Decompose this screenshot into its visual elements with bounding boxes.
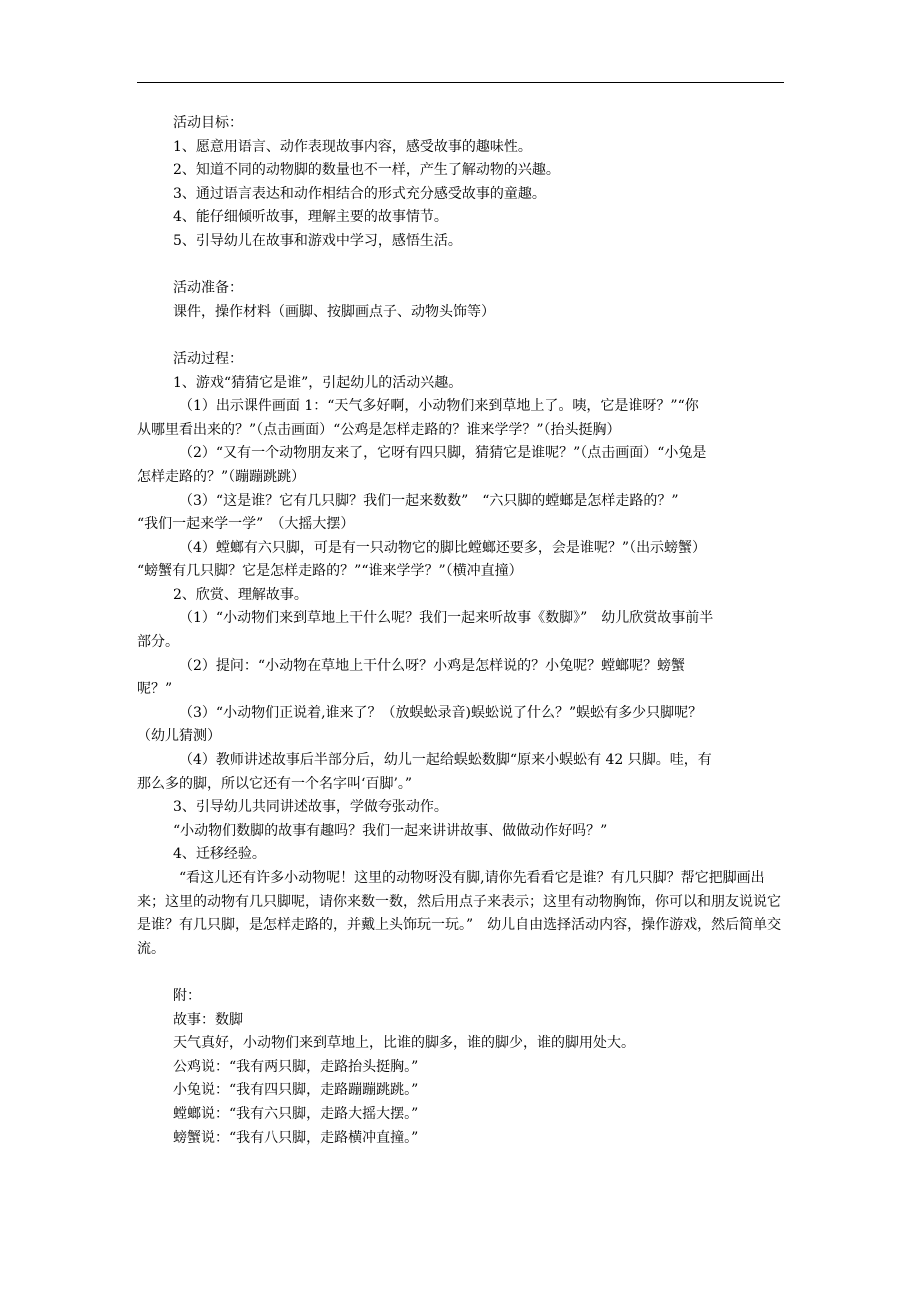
- goal-item-3: 3、通过语言表达和动作相结合的形式充分感受故事的童趣。: [173, 185, 546, 202]
- step1-para2-line1: （2）“又有一个动物朋友来了，它呀有四只脚，猜猜它是谁呢？”（点击画面）“小兔是: [179, 445, 707, 462]
- step4-text: “看这儿还有许多小动物呢！这里的动物呀没有脚,请你先看看它是谁？有几只脚？帮它把脚画出来；这里的动物有几只脚呢，请你来数一数，然后用点子来表示；这里有动物胸饰，你可以和朋友说说它是谁？有几只脚，是怎样走路的，并戴上头饰玩一玩。” 幼儿自由选择活动内容，操作游戏，然后简单交流。: [137, 870, 782, 957]
- step4-heading: 4、迁移经验。: [173, 846, 266, 863]
- step3-text: “小动物们数脚的故事有趣吗？我们一起来讲讲故事、做做动作好吗？”: [173, 822, 608, 839]
- step1-para1-line2: 从哪里看出来的？”（点击画面）“公鸡是怎样走路的？谁来学学？”（抬头挺胸）: [137, 421, 621, 438]
- story-line-1: 公鸡说：“我有两只脚，走路抬头挺胸。”: [173, 1058, 419, 1075]
- step2-para3-line1: （3）“小动物们正说着,谁来了？（放蜈蚣录音)蜈蚣说了什么？”蜈蚣有多少只脚呢？: [179, 704, 703, 721]
- step1-heading: 1、游戏“猜猜它是谁”，引起幼儿的活动兴趣。: [173, 374, 463, 391]
- step2-para3-line2: （幼儿猜测）: [137, 728, 221, 745]
- goal-item-4: 4、能仔细倾听故事，理解主要的故事情节。: [173, 209, 448, 226]
- prep-title: 活动准备：: [173, 280, 243, 297]
- step1-para3-line2: “我们一起来学一学” （大摇大摆）: [137, 516, 355, 533]
- step1-para3-line1: （3）“这是谁？它有几只脚？我们一起来数数” “六只脚的螳螂是怎样走路的？”: [179, 492, 679, 509]
- step2-para4-line2: 那么多的脚，所以它还有一个名字叫‘百脚’。”: [137, 775, 413, 792]
- step1-para4-line1: （4）螳螂有六只脚，可是有一只动物它的脚比螳螂还要多，会是谁呢？”（出示螃蟹）: [179, 539, 707, 556]
- step2-para2-line2: 呢？”: [137, 681, 173, 698]
- step2-para4-line1: （4）教师讲述故事后半部分后，幼儿一起给蜈蚣数脚“原来小蜈蚣有 42 只脚。哇，有: [179, 752, 712, 769]
- step3-heading: 3、引导幼儿共同讲述故事，学做夸张动作。: [173, 799, 448, 816]
- step2-heading: 2、欣赏、理解故事。: [173, 586, 308, 603]
- spacer: [137, 254, 787, 278]
- goal-item-1: 1、愿意用语言、动作表现故事内容，感受故事的趣味性。: [173, 138, 532, 155]
- spacer: [137, 324, 787, 348]
- step2-para2-line1: （2）提问：“小动物在草地上干什么呀？小鸡是怎样说的？小兔呢？螳螂呢？螃蟹: [179, 657, 686, 674]
- header-rule: [137, 82, 784, 83]
- process-title: 活动过程：: [173, 350, 243, 367]
- story-line-3: 螳螂说：“我有六只脚，走路大摇大摆。”: [173, 1105, 419, 1122]
- step1-para1-line1: （1）出示课件画面 1：“天气多好啊，小动物们来到草地上了。咦，它是谁呀？”“你: [179, 398, 699, 415]
- story-line-2: 小兔说：“我有四只脚，走路蹦蹦跳跳。”: [173, 1082, 419, 1099]
- document-body: [137, 112, 787, 1150]
- story-intro: 天气真好，小动物们来到草地上，比谁的脚多，谁的脚少，谁的脚用处大。: [173, 1035, 635, 1052]
- step2-para1-line1: （1）“小动物们来到草地上干什么呢？我们一起来听故事《数脚》” 幼儿欣赏故事前半: [179, 610, 714, 627]
- prep-text: 课件，操作材料（画脚、按脚画点子、动物头饰等）: [173, 303, 495, 320]
- step2-para1-line2: 部分。: [137, 634, 179, 651]
- appendix-label: 附：: [173, 987, 201, 1004]
- step1-para4-line2: “螃蟹有几只脚？它是怎样走路的？”“谁来学学？”（横冲直撞）: [137, 563, 523, 580]
- story-line-4: 螃蟹说：“我有八只脚，走路横冲直撞。”: [173, 1129, 419, 1146]
- goal-item-5: 5、引导幼儿在故事和游戏中学习，感悟生活。: [173, 232, 462, 249]
- spacer: [137, 961, 787, 985]
- step1-para2-line2: 怎样走路的？”（蹦蹦跳跳）: [137, 468, 306, 485]
- goals-title: 活动目标：: [173, 115, 243, 131]
- story-title: 故事：数脚: [173, 1011, 243, 1028]
- goal-item-2: 2、知道不同的动物脚的数量也不一样，产生了解动物的兴趣。: [173, 162, 560, 179]
